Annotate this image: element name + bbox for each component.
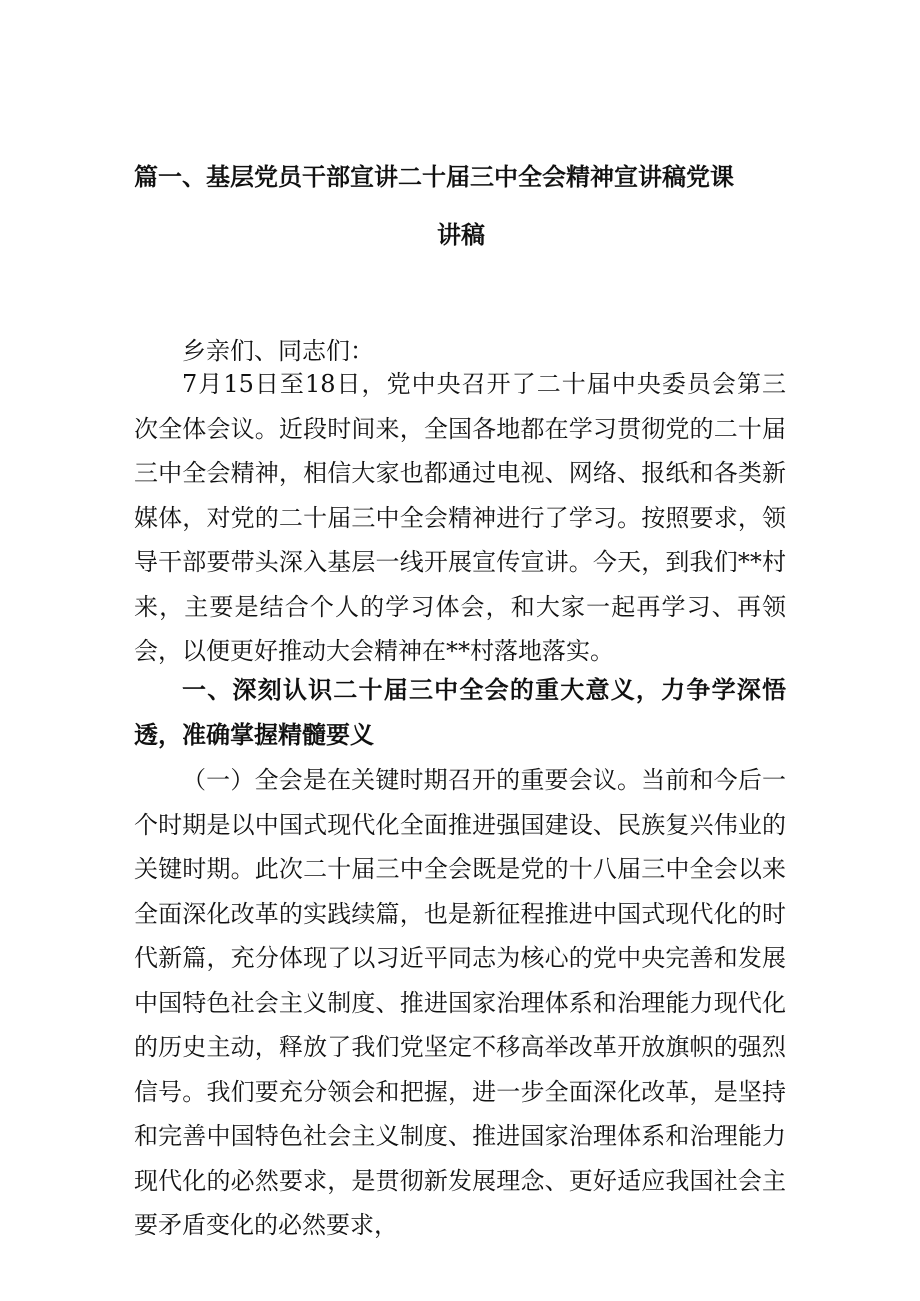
document-title-line-2: 讲稿 (437, 221, 485, 249)
paragraph-2: （一）全会是在关键时期召开的重要会议。当前和今后一个时期是以中国式现代化全面推进强国建设、民族复兴伟业的关键时期。此次二十届三中全会既是党的十八届三中全会以来全面深化改革的实践续篇，也是新征程推进中国式现代化的时代新篇，充分体现了以习近平同志为核心的党中央完善和发展中国特色社会主义制度、推进国家治理体系和治理能力现代化的历史主动，释放了我们党坚定不移高举改革开放旗帜的强烈信号。我们要充分领会和把握，进一步全面深化改革，是坚持和完善中国特色社会主义制度、推进国家治理体系和治理能力现代化的必然要求，是贯彻新发展理念、更好适应我国社会主要矛盾变化的必然要求， (134, 766, 786, 1239)
greeting: 乡亲们、同志们： (182, 337, 374, 365)
document-title-line-1: 篇一、基层党员干部宣讲二十届三中全会精神宣讲稿党课 (134, 163, 734, 191)
section-heading-1: 一、深刻认识二十届三中全会的重大意义，力争学深悟透，准确掌握精髓要义 (134, 676, 786, 749)
paragraph-1: 7月15日至18日，党中央召开了二十届中央委员会第三次全体会议。近段时间来，全国各地都在学习贯彻党的二十届三中全会精神，相信大家也都通过电视、网络、报纸和各类新媒体，对党的二十届三中全会精神进行了学习。按照要求，领导干部要带头深入基层一线开展宣传宣讲。今天，到我们**村来，主要是结合个人的学习体会，和大家一起再学习、再领会，以便更好推动大会精神在**村落地落实。 (134, 370, 786, 665)
